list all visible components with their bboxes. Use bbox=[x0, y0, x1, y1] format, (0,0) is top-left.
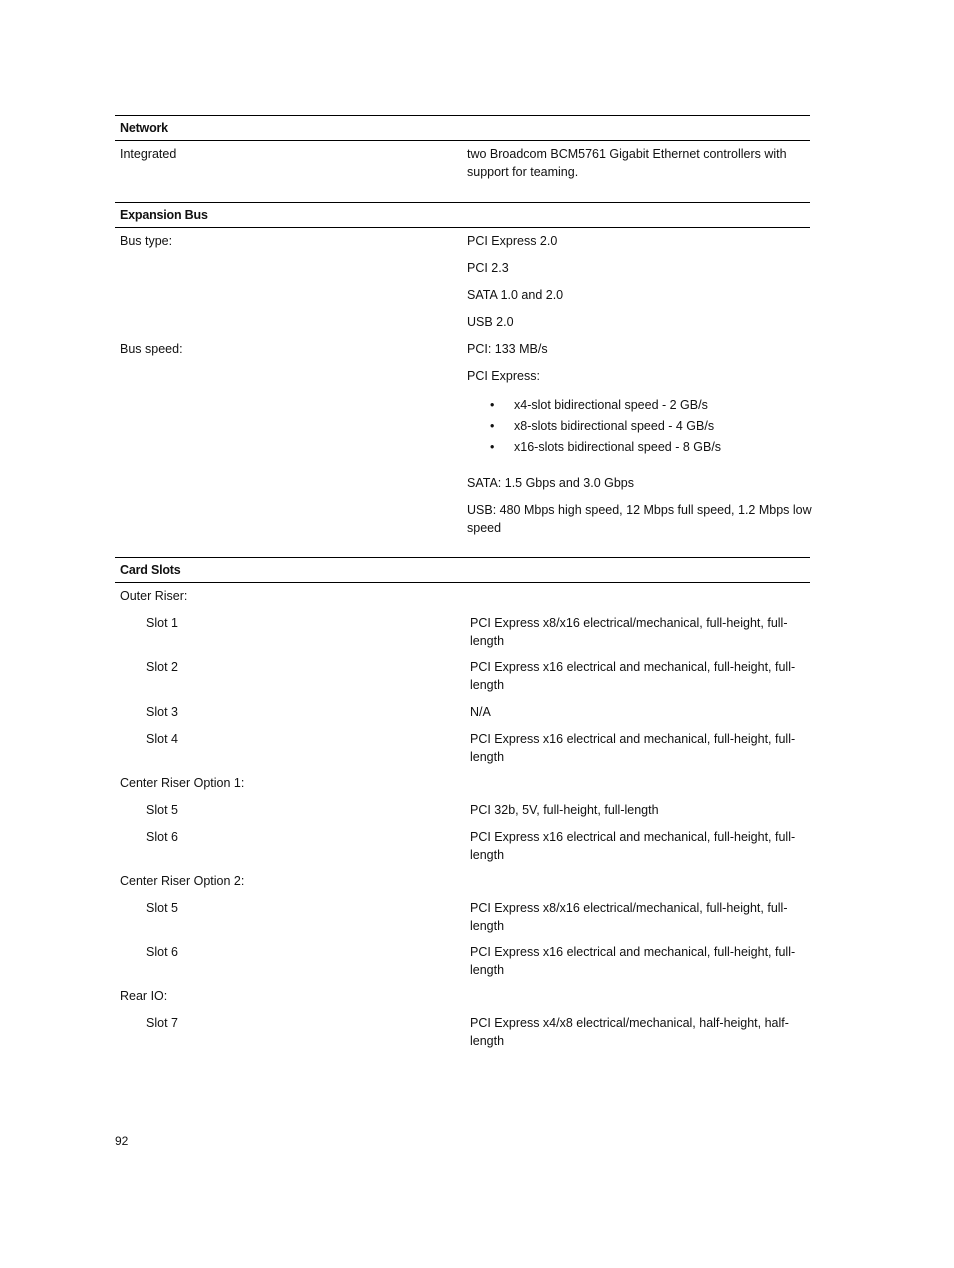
outer-riser-label: Outer Riser: bbox=[120, 589, 188, 603]
slot-description: PCI Express x16 electrical and mechanical, full-height, full-length bbox=[470, 660, 796, 692]
center-riser-option-2-label: Center Riser Option 2: bbox=[120, 874, 245, 888]
pcie-speed-list bbox=[490, 395, 721, 458]
slot-label: Slot 6 bbox=[146, 945, 178, 959]
list-item bbox=[490, 437, 721, 458]
list-item bbox=[490, 395, 721, 416]
slot-description: PCI 32b, 5V, full-height, full-length bbox=[470, 803, 659, 817]
integrated-value: two Broadcom BCM5761 Gigabit Ethernet controllers with support for teaming. bbox=[467, 147, 787, 179]
bus-type-label: Bus type: bbox=[120, 234, 173, 248]
slot-description: PCI Express x8/x16 electrical/mechanical, full-height, full-length bbox=[470, 901, 788, 933]
slot-description: PCI Express x16 electrical and mechanical, full-height, full-length bbox=[470, 732, 796, 764]
card-slots-section-header bbox=[115, 557, 810, 583]
slot-description: PCI Express x16 electrical and mechanical, full-height, full-length bbox=[470, 830, 796, 862]
slot-label: Slot 7 bbox=[146, 1016, 178, 1030]
integrated-label: Integrated bbox=[120, 147, 177, 161]
rear-io-label: Rear IO: bbox=[120, 989, 168, 1003]
list-item-text: x4-slot bidirectional speed - 2 GB/s bbox=[514, 398, 708, 412]
list-item bbox=[490, 416, 721, 437]
slot-label: Slot 1 bbox=[146, 616, 178, 630]
network-title: Network bbox=[120, 121, 168, 135]
bus-speed-label: Bus speed: bbox=[120, 342, 183, 356]
bus-type-value: PCI Express 2.0 bbox=[467, 234, 558, 248]
slot-description: PCI Express x8/x16 electrical/mechanical, full-height, full-length bbox=[470, 616, 788, 648]
bullet-icon: • bbox=[490, 440, 495, 454]
page-number: 92 bbox=[115, 1134, 129, 1148]
expansion-bus-title: Expansion Bus bbox=[120, 208, 208, 222]
usb-speed-value: USB: 480 Mbps high speed, 12 Mbps full speed, 1.2 Mbps low speed bbox=[467, 503, 812, 535]
bullet-icon: • bbox=[490, 398, 495, 412]
slot-label: Slot 4 bbox=[146, 732, 178, 746]
expansion-bus-section-header bbox=[115, 202, 810, 228]
slot-label: Slot 6 bbox=[146, 830, 178, 844]
slot-label: Slot 5 bbox=[146, 803, 178, 817]
card-slots-title: Card Slots bbox=[120, 563, 181, 577]
network-section-header bbox=[115, 115, 810, 141]
slot-description: N/A bbox=[470, 705, 491, 719]
center-riser-option-1-label: Center Riser Option 1: bbox=[120, 776, 245, 790]
sata-speed-value: SATA: 1.5 Gbps and 3.0 Gbps bbox=[467, 476, 634, 490]
bus-type-value: PCI 2.3 bbox=[467, 261, 509, 275]
bullet-icon: • bbox=[490, 419, 495, 433]
slot-label: Slot 3 bbox=[146, 705, 178, 719]
slot-label: Slot 5 bbox=[146, 901, 178, 915]
slot-label: Slot 2 bbox=[146, 660, 178, 674]
bus-type-value: USB 2.0 bbox=[467, 315, 514, 329]
bus-type-value: SATA 1.0 and 2.0 bbox=[467, 288, 564, 302]
list-item-text: x16-slots bidirectional speed - 8 GB/s bbox=[514, 440, 722, 454]
slot-description: PCI Express x4/x8 electrical/mechanical, half-height, half-length bbox=[470, 1016, 789, 1048]
list-item-text: x8-slots bidirectional speed - 4 GB/s bbox=[514, 419, 715, 433]
pcie-speed-label: PCI Express: bbox=[467, 369, 540, 383]
slot-description: PCI Express x16 electrical and mechanical, full-height, full-length bbox=[470, 945, 796, 977]
pci-speed-value: PCI: 133 MB/s bbox=[467, 342, 548, 356]
